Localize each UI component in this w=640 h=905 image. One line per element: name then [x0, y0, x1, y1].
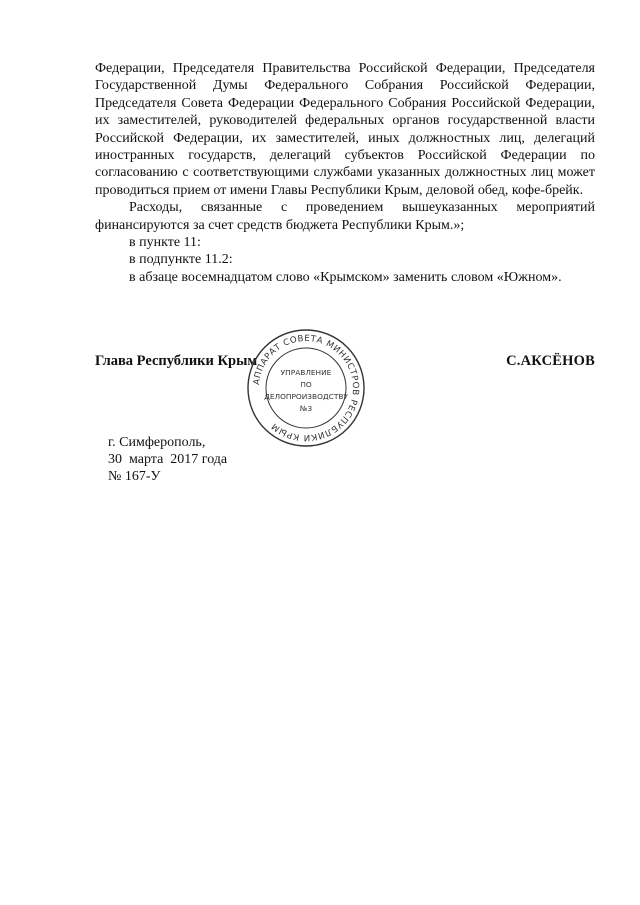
paragraph-reception: Федерации, Председателя Правительства Российской Федерации, Председателя Государственной Думы Федерального Собрания Российской Федерации, Председателя Совета Федерации Федерального Собрания Российской Федерации, их заместителей, руководителей федеральных органов государственной власти Российской Федерации, их заместителей, иных должностных лиц, делегаций иностранных государств, делегаций субъектов Российской Федерации по согласованию с соответствующими службами указанных должностных лиц может проводиться прием от имени Главы Республики Крым, деловой обед, кофе-брейк. [95, 61, 595, 198]
official-stamp [245, 327, 367, 449]
paragraph-replacement: в абзаце восемнадцатом слово «Крымском» заменить словом «Южном». [129, 269, 562, 285]
document-number: № 167-У [108, 469, 161, 484]
document-body [95, 60, 595, 286]
issuance-city: г. Симферополь, [108, 435, 206, 450]
issuance-date: 30 марта 2017 года [108, 452, 228, 467]
signatory-title: Глава Республики Крым [95, 353, 258, 369]
paragraph-subpoint-11-2: в подпункте 11.2: [129, 252, 233, 268]
stamp-line-4: №3 [299, 404, 313, 413]
paragraph-expenses: Расходы, связанные с проведением вышеуказанных мероприятий финансируются за счет средств бюджета Республики Крым.»; [95, 200, 595, 233]
stamp-line-3: ДЕЛОПРОИЗВОДСТВУ [264, 392, 348, 401]
signatory-name: С.АКСЁНОВ [506, 353, 595, 369]
stamp-ring-text: АППАРАТ СОВЕТА МИНИСТРОВ РЕСПУБЛИКИ КРЫМ [252, 333, 361, 443]
stamp-line-1: УПРАВЛЕНИЕ [280, 368, 332, 377]
issuance-details [108, 434, 227, 485]
paragraph-point-11: в пункте 11: [129, 235, 201, 251]
stamp-line-2: ПО [300, 380, 312, 389]
